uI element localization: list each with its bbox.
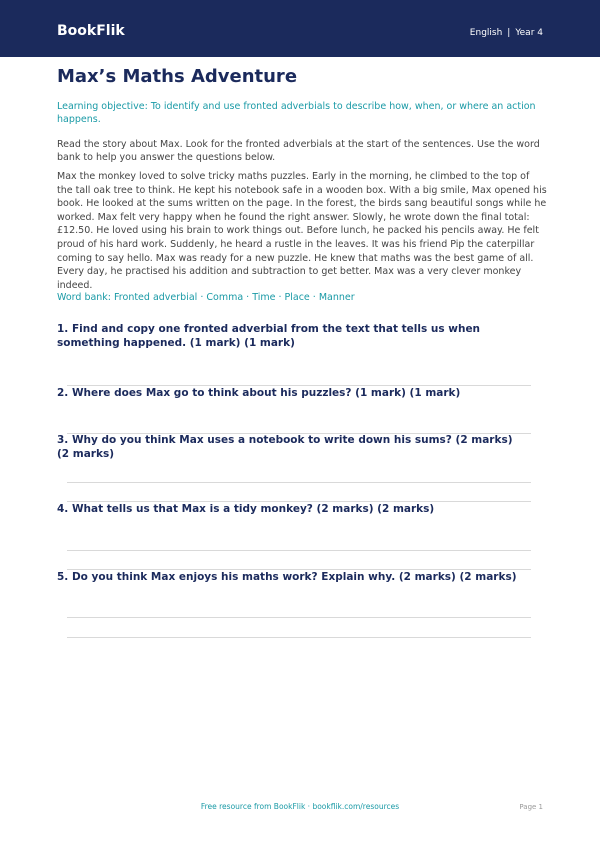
answer-line[interactable]	[67, 617, 531, 618]
question-4: 4. What tells us that Max is a tidy monkey? (2 marks) (2 marks)	[57, 503, 435, 515]
header-meta	[470, 28, 543, 38]
brand-logo[interactable]: BookFlik	[57, 23, 125, 39]
learning-objective: Learning objective: To identify and use fronted adverbials to describe how, when, or where an action happens.	[57, 101, 536, 125]
answer-line[interactable]	[67, 482, 531, 483]
question-3: 3. Why do you think Max uses a notebook to write down his sums? (2 marks) (2 marks)	[57, 434, 513, 460]
question-1: 1. Find and copy one fronted adverbial from the text that tells us when something happened. (1 mark) (1 mark)	[57, 323, 481, 349]
intro-instructions: Read the story about Max. Look for the fronted adverbials at the start of the sentences. Use the word bank to help you answer the questions below.	[57, 139, 540, 163]
year-label: Year 4	[515, 28, 543, 38]
answer-line[interactable]	[67, 550, 531, 551]
subject-label: English	[469, 28, 503, 38]
page-title: Max’s Maths Adventure	[57, 66, 298, 87]
question-5: 5. Do you think Max enjoys his maths work? Explain why. (2 marks) (2 marks)	[57, 571, 517, 583]
answer-line[interactable]	[67, 637, 531, 638]
header-separator: |	[507, 28, 511, 38]
word-bank: Word bank: Fronted adverbial · Comma · Time · Place · Manner	[57, 292, 355, 303]
question-2: 2. Where does Max go to think about his puzzles? (1 mark) (1 mark)	[57, 387, 461, 399]
page-number: Page 1	[519, 803, 543, 811]
story-text: Max the monkey loved to solve tricky maths puzzles. Early in the morning, he climbed to the top of the tall oak tree to think. He kept his notebook safe in a wooden box. With a big smile, Max opened his book. He looked at the sums written on the page. In the forest, the birds sang beautiful songs while he worked. Max felt very happy when he found the right answer. Slowly, he wrote down the final total: £12.50. He loved using his brain to work things out. Before lunch, he packed his pencils away. He felt proud of his hard work. Suddenly, he heard a rustle in the leaves. It was his friend Pip the caterpillar coming to say hello. Max was ready for a new puzzle. He knew that maths was the best game of all. Every day, he practised his addition and subtraction to get better. Max was a very clever monkey indeed.	[57, 171, 547, 291]
header-bar	[0, 0, 600, 57]
footer-resource-link[interactable]: Free resource from BookFlik · bookflik.com/resources	[200, 802, 400, 811]
